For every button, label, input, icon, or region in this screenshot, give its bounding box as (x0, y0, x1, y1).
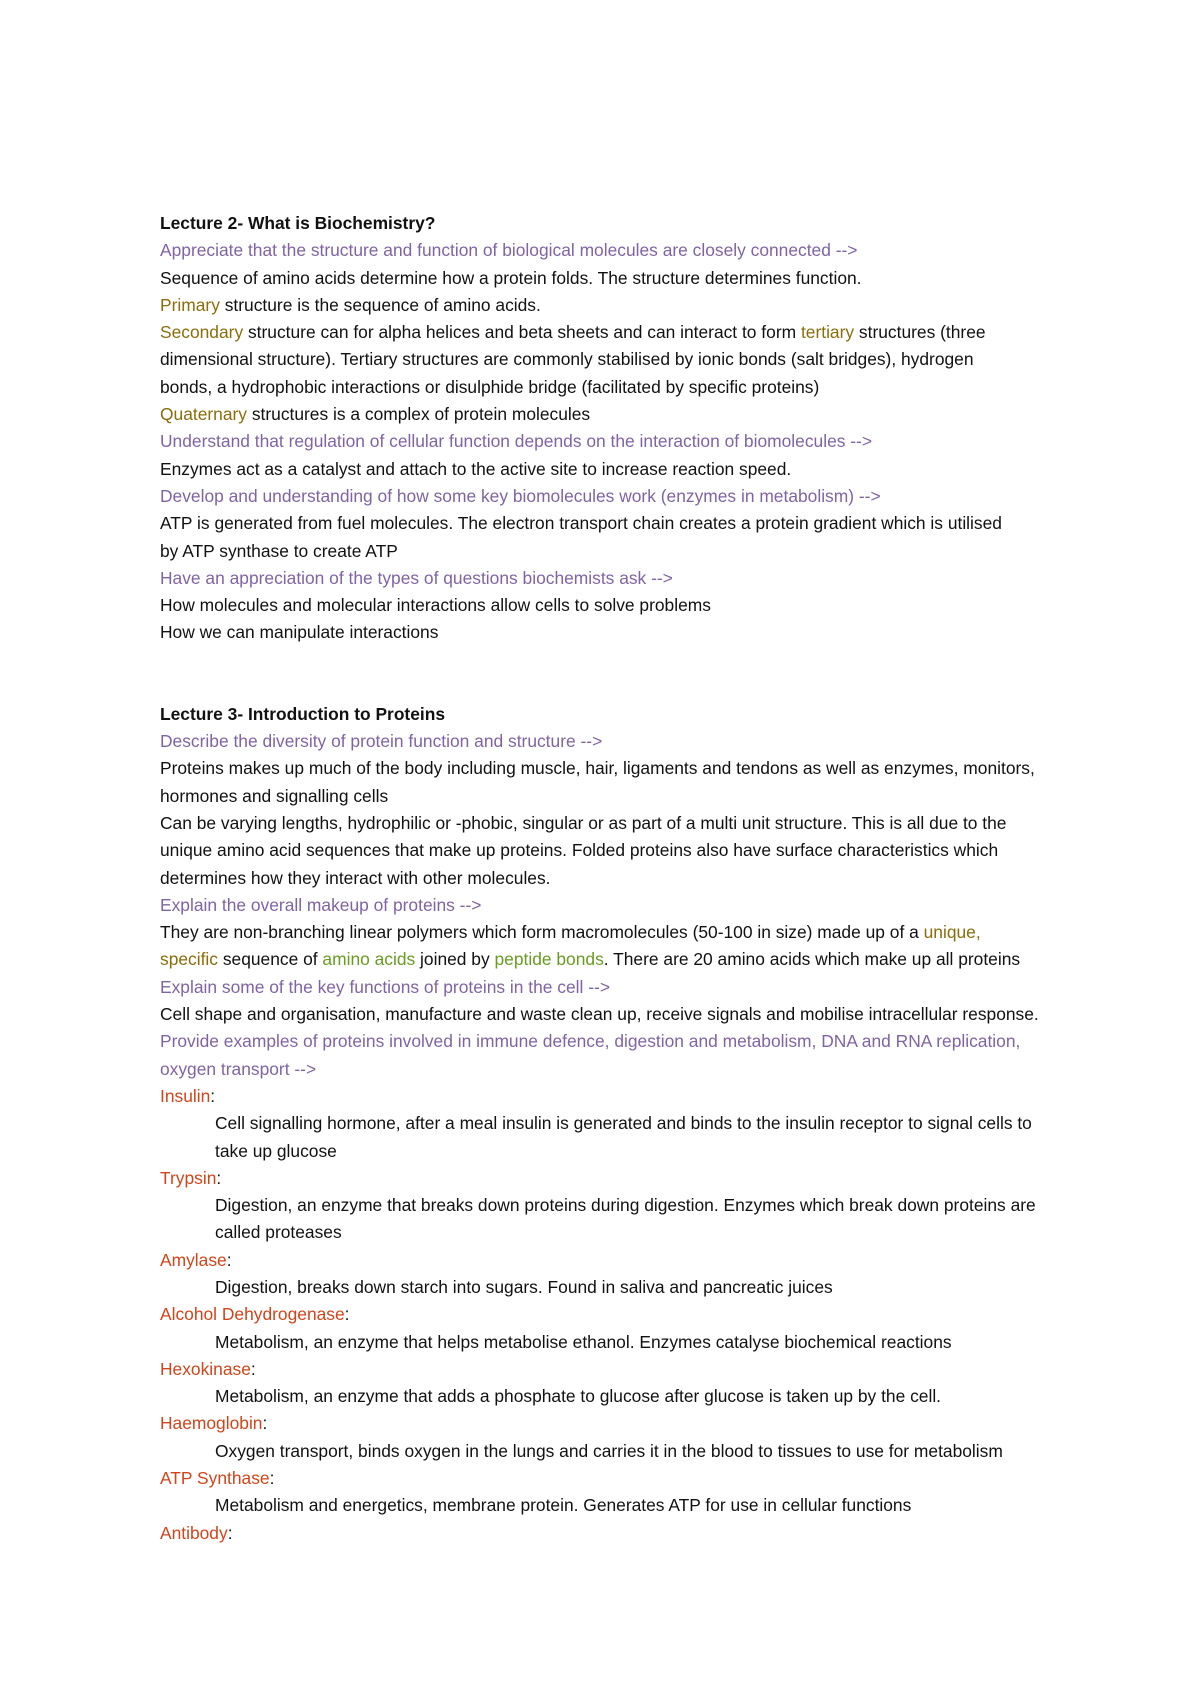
joined-text: joined by (415, 949, 495, 970)
protein-description: called proteases (215, 1222, 342, 1243)
polymer-line (160, 919, 1190, 946)
lecture-2-text-line: ATP is generated from fuel molecules. The electron transport chain creates a protein gradient which is utilised (160, 513, 1002, 534)
protein-description: Cell signalling hormone, after a meal insulin is generated and binds to the insulin receptor to signal cells to (215, 1113, 1032, 1134)
lecture-3-text-line: Cell shape and organisation, manufacture and waste clean up, receive signals and mobilise intracellular response. (160, 1004, 1039, 1025)
lecture-2-objective-3: Develop and understanding of how some key biomolecules work (enzymes in metabolism) --> (160, 485, 881, 506)
lecture-2-text-line: by ATP synthase to create ATP (160, 540, 398, 561)
protein-colon: : (227, 1522, 233, 1543)
amino-acids-term: amino acids (322, 949, 416, 970)
protein-heading (160, 1465, 1190, 1492)
protein-colon: : (344, 1304, 350, 1325)
lecture-3-text-line: determines how they interact with other molecules. (160, 867, 551, 888)
protein-heading (160, 1356, 1190, 1383)
protein-colon: : (216, 1167, 222, 1188)
protein-description: Metabolism, an enzyme that adds a phosphate to glucose after glucose is taken up by the cell. (215, 1386, 942, 1407)
secondary-structure-line (160, 319, 1190, 346)
lecture-3-objective-4-cont: oxygen transport --> (160, 1058, 317, 1079)
lecture-2-objective-4: Have an appreciation of the types of questions biochemists ask --> (160, 567, 673, 588)
protein-heading (160, 1410, 1190, 1437)
protein-name: Antibody (160, 1522, 228, 1543)
protein-name: Trypsin (160, 1167, 217, 1188)
lecture-2-text-line: bonds, a hydrophobic interactions or disulphide bridge (facilitated by specific proteins) (160, 376, 820, 397)
lecture-2-text-line: Sequence of amino acids determine how a protein folds. The structure determines function. (160, 267, 862, 288)
protein-examples-list (160, 1083, 1190, 1547)
protein-description: take up glucose (215, 1140, 337, 1161)
sequence-text: sequence of (218, 949, 323, 970)
peptide-bonds-term: peptide bonds (494, 949, 604, 970)
tertiary-term: tertiary (800, 322, 855, 343)
lecture-2-text-line: How we can manipulate interactions (160, 622, 439, 643)
polymer-text: They are non-branching linear polymers which form macromolecules (50-100 in size) made up of a (160, 922, 924, 943)
protein-name: Hexokinase (160, 1358, 251, 1379)
primary-text: structure is the sequence of amino acids. (219, 294, 541, 315)
section-spacer (160, 647, 1190, 701)
protein-name: ATP Synthase (160, 1468, 270, 1489)
amino-count-text: . There are 20 amino acids which make up all proteins (603, 949, 1021, 970)
protein-description: Metabolism, an enzyme that helps metabolise ethanol. Enzymes catalyse biochemical reactions (215, 1331, 952, 1352)
protein-heading (160, 1520, 1190, 1547)
lecture-3-text-line: unique amino acid sequences that make up proteins. Folded proteins also have surface characteristics which (160, 840, 999, 861)
protein-name: Alcohol Dehydrogenase (160, 1304, 345, 1325)
protein-name: Haemoglobin (160, 1413, 263, 1434)
quaternary-text: structures is a complex of protein molecules (247, 404, 591, 425)
protein-description: Metabolism and energetics, membrane protein. Generates ATP for use in cellular functions (215, 1495, 912, 1516)
lecture-3-text-line: hormones and signalling cells (160, 785, 389, 806)
lecture-2-title: Lecture 2- What is Biochemistry? (160, 213, 436, 233)
lecture-2-text-line: Enzymes act as a catalyst and attach to the active site to increase reaction speed. (160, 458, 792, 479)
secondary-text: structure can for alpha helices and beta sheets and can interact to form (243, 322, 801, 343)
lecture-3-objective-4: Provide examples of proteins involved in immune defence, digestion and metabolism, DNA and RNA replication, (160, 1031, 1021, 1052)
lecture-3-objective-3: Explain some of the key functions of proteins in the cell --> (160, 976, 610, 997)
protein-name: Insulin (160, 1085, 211, 1106)
primary-structure-line (160, 292, 1190, 319)
lecture-3-text-line: Can be varying lengths, hydrophilic or -phobic, singular or as part of a multi unit structure. This is all due to the (160, 812, 1007, 833)
lecture-2-text-line: How molecules and molecular interactions allow cells to solve problems (160, 595, 711, 616)
lecture-3-objective-2: Explain the overall makeup of proteins --> (160, 894, 482, 915)
lecture-3-title: Lecture 3- Introduction to Proteins (160, 703, 446, 724)
protein-heading (160, 1083, 1190, 1110)
protein-heading (160, 1247, 1190, 1274)
unique-term: unique, (923, 922, 981, 943)
specific-term: specific (160, 949, 218, 970)
lecture-3-text-line: Proteins makes up much of the body including muscle, hair, ligaments and tendons as well as enzymes, monitors, (160, 758, 1035, 779)
protein-description: Digestion, breaks down starch into sugars. Found in saliva and pancreatic juices (215, 1276, 833, 1297)
protein-colon: : (262, 1413, 268, 1434)
lecture-2-objective-2: Understand that regulation of cellular function depends on the interaction of biomolecules --> (160, 431, 873, 452)
protein-heading (160, 1165, 1190, 1192)
primary-term: Primary (160, 294, 220, 315)
protein-description: Digestion, an enzyme that breaks down proteins during digestion. Enzymes which break down proteins are (215, 1195, 1036, 1216)
quaternary-structure-line (160, 401, 1190, 428)
secondary-term: Secondary (160, 322, 244, 343)
protein-heading (160, 1301, 1190, 1328)
quaternary-term: Quaternary (160, 404, 247, 425)
protein-colon: : (210, 1085, 216, 1106)
protein-name: Amylase (160, 1249, 227, 1270)
document-page (160, 210, 1190, 1547)
lecture-2-text-line: dimensional structure). Tertiary structures are commonly stabilised by ionic bonds (salt bridges), hydrogen (160, 349, 974, 370)
protein-colon: : (250, 1358, 256, 1379)
protein-description: Oxygen transport, binds oxygen in the lungs and carries it in the blood to tissues to use for metabolism (215, 1440, 1003, 1461)
protein-colon: : (269, 1468, 275, 1489)
lecture-3-objective-1: Describe the diversity of protein function and structure --> (160, 731, 603, 752)
lecture-2-objective-1: Appreciate that the structure and function of biological molecules are closely connected --> (160, 240, 858, 261)
tertiary-text: structures (three (854, 322, 986, 343)
protein-colon: : (226, 1249, 232, 1270)
sequence-line (160, 946, 1190, 973)
